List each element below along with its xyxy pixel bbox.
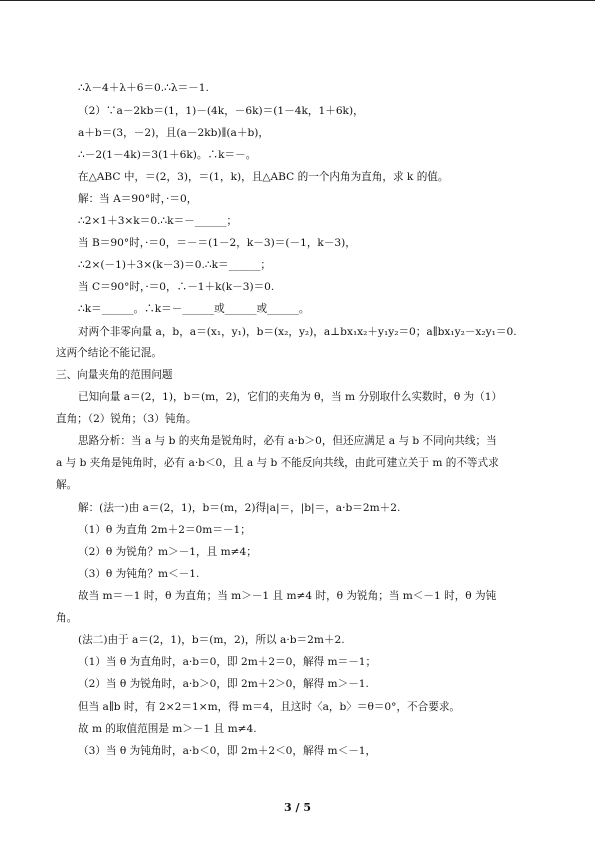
solution-text: （2）θ 为锐角？m＞－1，且 m≠4； — [78, 546, 257, 558]
solution-text: （2）当 θ 为锐角时，a·b＞0，即 2m＋2＞0，解得 m＞－1. — [78, 678, 369, 690]
text-line: ∴－2(1－4k)＝3(1＋6k)。∴k＝－。 — [78, 149, 257, 161]
analysis-text: 解。 — [56, 479, 78, 491]
section-heading: 三、向量夹角的范围问题 — [56, 369, 173, 381]
text-line: ∴2×(－1)＋3×(k－3)＝0.∴k＝______； — [78, 259, 272, 271]
solution-text: （1）当 θ 为直角时，a·b＝0，即 2m＋2＝0，解得 m＝－1； — [78, 656, 377, 668]
solution-text: 故当 m＝－1 时，θ 为直角；当 m＞－1 且 m≠4 时，θ 为锐角；当 m＜－1 时，θ 为钝 — [78, 590, 497, 602]
solution-text: （3）θ 为钝角？m＜－1. — [78, 568, 200, 580]
problem-text: 直角；（2）锐角；（3）钝角。 — [56, 413, 197, 425]
text-line: 对两个非零向量 a，b，a＝(x₁，y₁)，b＝(x₂，y₂)，a⊥bx₁x₂＋y₁y₂＝0；a∥bx₁y₂－x₂y₁＝0. — [78, 326, 517, 338]
text-line: ∴2×1＋3×k＝0.∴k＝－______； — [78, 215, 238, 227]
text-line: 解：当 A＝90°时，·＝0， — [78, 193, 198, 205]
solution-text: 故 m 的取值范围是 m＞－1 且 m≠4. — [78, 723, 257, 735]
page-number: 3 / 5 — [284, 801, 311, 814]
solution-text: （3）当 θ 为钝角时，a·b＜0，即 2m＋2＜0，解得 m＜－1， — [78, 745, 377, 757]
text-line: 当 C＝90°时，·＝0，∴－1＋k(k－3)＝0. — [78, 281, 275, 293]
page-top-border — [0, 0, 595, 1]
text-line: 在△ABC 中，＝(2，3)，＝(1，k)，且△ABC 的一个内角为直角，求 k 的值。 — [78, 171, 449, 183]
analysis-text: a 与 b 夹角是钝角时，必有 a·b＜0，且 a 与 b 不能反向共线，由此可建立关于 m 的不等式求 — [56, 457, 499, 469]
text-line: 当 B＝90°时，·＝0，＝－＝(1－2，k－3)＝(－1，k－3)， — [78, 237, 356, 249]
text-line: ∴λ－4＋λ＋6＝0.∴λ＝－1. — [78, 82, 209, 94]
solution-text: 角。 — [56, 612, 78, 624]
problem-text: 已知向量 a＝(2，1)，b＝(m，2)，它们的夹角为 θ，当 m 分别取什么实数时，θ 为（1） — [78, 391, 503, 403]
solution-text: 解：(法一)由 a＝(2，1)，b＝(m，2)得|a|＝，|b|＝，a·b＝2m＋2. — [78, 502, 401, 514]
text-line: a＋b＝(3，－2)，且(a－2kb)∥(a＋b)， — [78, 127, 269, 139]
solution-text: （1）θ 为直角 2m＋2＝0m＝－1； — [78, 524, 251, 536]
solution-text: 但当 a∥b 时，有 2×2＝1×m，得 m＝4，且这时〈a，b〉＝θ＝0°，不合要求。 — [78, 701, 461, 713]
analysis-text: 思路分析：当 a 与 b 的夹角是锐角时，必有 a·b＞0，但还应满足 a 与 b 不同向共线；当 — [78, 435, 497, 447]
text-line: ∴k＝______。∴k＝－______或______或______。 — [78, 303, 310, 315]
solution-text: (法二)由于 a＝(2，1)，b＝(m，2)，所以 a·b＝2m＋2. — [78, 634, 345, 646]
text-line: （2）∵a－2kb＝(1，1)－(4k，－6k)＝(1－4k，1＋6k)， — [78, 105, 364, 117]
text-line: 这两个结论不能记混。 — [56, 347, 162, 359]
